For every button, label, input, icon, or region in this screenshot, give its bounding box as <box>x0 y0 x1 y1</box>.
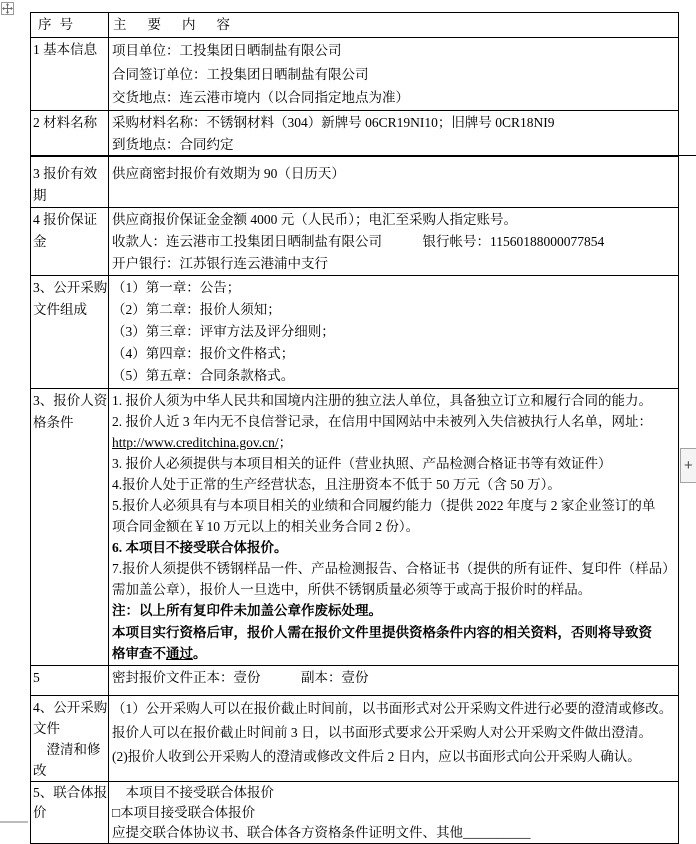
text-segment: 密封报价文件正本：壹份 副本：壹份 <box>112 669 369 685</box>
row-label-material-name <box>31 110 109 156</box>
table-move-handle-icon[interactable] <box>1 2 14 15</box>
text-segment: (2)报价人收到公开采购人的澄清或修改文件后 2 日内，应以书面形式向公开采购人确认。 <box>112 748 641 764</box>
row-label-procurement-doc-composition <box>31 275 109 388</box>
row-label-bidder-qualification-conditions <box>31 388 109 665</box>
label-line: 金 <box>33 233 47 249</box>
header-main-content: 主要内容 <box>109 13 679 38</box>
label-line: 4 报价保证 <box>33 211 98 227</box>
table-row-consortium-bid <box>31 781 679 843</box>
table-body <box>31 13 679 844</box>
content-line <box>112 163 678 185</box>
text-segment: 报价人可以在报价截止时间前 3 日，以书面形式要求公开采购人对公开采购文件做出澄清。 <box>112 724 652 740</box>
content-line <box>112 474 678 495</box>
label-line: 4、公开采购 <box>33 699 108 715</box>
content-line <box>112 365 678 387</box>
row-label-consortium-bid <box>31 781 109 843</box>
text-segment: ； <box>278 434 293 450</box>
label-line: 1 基本信息 <box>33 42 98 57</box>
row-label-quote-validity-period <box>31 156 109 207</box>
row-content-consortium-bid <box>109 781 679 843</box>
plus-button[interactable] <box>680 448 696 483</box>
table-row-procurement-doc-composition <box>31 275 679 388</box>
text-segment: 供应商报价保证金金额 4000 元（人民币）；电汇至采购人指定账号。 <box>112 211 517 227</box>
text-segment: （4）第四章：报价文件格式； <box>112 345 295 361</box>
text-segment: 收款人：连云港市工投集团日晒制盐有限公司 银行帐号：11560188000077854 <box>112 233 605 249</box>
four-way-arrow-icon <box>2 3 13 14</box>
content-line <box>112 86 678 110</box>
text-segment: 1. 报价人须为中华人民共和国境内注册的独立法人单位，具备独立订立和履行合同的能力。 <box>112 392 652 408</box>
table-row-material-name <box>31 110 679 156</box>
content-line <box>112 63 678 87</box>
text-segment: 应提交联合体协议书、联合体各方资格条件证明文件、其他__________ <box>112 824 531 840</box>
text-segment: 格审查不 <box>112 645 166 661</box>
text-segment: 本项目不接受联合体报价 <box>112 784 274 800</box>
text-segment: □本项目接受联合体报价 <box>112 804 256 820</box>
text-segment: 采购材料名称：不锈钢材料（304）新牌号 06CR19NI10；旧牌号 0CR18NI9 <box>112 114 555 130</box>
procurement-requirements-table <box>30 12 679 844</box>
text-segment: 到货地点：合同约定 <box>112 136 234 152</box>
content-line <box>112 516 678 537</box>
row-label-quote-deposit <box>31 207 109 275</box>
text-segment: 通过 <box>166 645 193 661</box>
table-row-quote-validity-period <box>31 156 679 207</box>
table-row-quote-deposit <box>31 207 679 275</box>
label-line: 2 材料名称 <box>33 114 98 130</box>
text-segment: 项目单位：工投集团日晒制盐有限公司 <box>112 43 342 58</box>
table-row-doc-clarification-amendment <box>31 695 679 781</box>
content-line <box>112 803 678 823</box>
content-line <box>112 343 678 365</box>
text-segment: 项合同金额在￥10 万元以上的相关业务合同 2 份）。 <box>112 519 420 535</box>
text-segment: 供应商密封报价有效期为 90（日历天） <box>112 165 345 181</box>
content-line <box>112 253 678 275</box>
row-content-procurement-doc-composition <box>109 275 679 388</box>
table-row-basic-info <box>31 38 679 111</box>
content-line <box>112 453 678 474</box>
row-label-doc-clarification-amendment <box>31 695 109 781</box>
content-line <box>112 622 678 643</box>
row-content-doc-clarification-amendment <box>109 695 679 781</box>
table-row-bidder-qualification-conditions <box>31 388 679 665</box>
text-segment: 合同签订单位：工投集团日晒制盐有限公司 <box>112 66 369 82</box>
content-line <box>112 783 678 803</box>
url-link[interactable]: http://www.creditchina.gov.cn/ <box>112 434 279 450</box>
text-segment: 交货地点：连云港市境内（以合同指定地点为准） <box>112 90 409 105</box>
text-segment: （1）第一章：公告； <box>112 279 241 295</box>
content-line <box>112 231 678 253</box>
row-content-basic-info <box>109 38 679 111</box>
content-line <box>112 299 678 321</box>
label-line: 3 报价有效 <box>33 165 98 181</box>
text-segment: （3）第三章：评审方法及评分细则； <box>112 323 335 339</box>
bottom-left-artifact-line <box>0 821 28 823</box>
content-line <box>112 39 678 63</box>
label-line: 5、联合体报 <box>33 784 108 800</box>
content-line <box>112 134 678 156</box>
text-segment: 需加盖公章），报价人一旦选中，所供不锈钢质量必须等于或高于报价时的样品。 <box>112 582 592 598</box>
row-content-quote-deposit <box>109 207 679 275</box>
row-content-sealed-quote-copies <box>109 665 679 695</box>
row-content-material-name <box>109 110 679 156</box>
table-header-row <box>31 13 679 38</box>
content-line <box>112 643 678 664</box>
content-line <box>112 537 678 558</box>
content-line <box>112 721 678 745</box>
text-segment: 2. 报价人近 3 年内无不良信誉记录，在信用中国网站中未被列入失信被执行人名单，网址： <box>112 413 652 429</box>
content-line <box>112 495 678 516</box>
content-line <box>112 390 678 411</box>
content-line <box>112 432 678 453</box>
row-content-quote-validity-period <box>109 156 679 207</box>
label-line: 改 <box>33 762 47 778</box>
text-segment: （2）第二章：报价人须知； <box>112 301 281 317</box>
text-segment: 注：以上所有复印件未加盖公章作废标处理。 <box>112 603 382 619</box>
text-segment: 本项目实行资格后审，报价人需在报价文件里提供资格条件内容的相关资料，否则将导致资 <box>112 624 652 640</box>
content-line <box>112 600 678 621</box>
label-line: 文件 <box>33 720 60 736</box>
content-line <box>112 411 678 432</box>
text-segment: 3. 报价人必须提供与本项目相关的证件（营业执照、产品检测合格证书等有效证件） <box>112 455 612 471</box>
content-line <box>112 579 678 600</box>
label-line: 3、公开采购 <box>33 279 108 295</box>
row-content-bidder-qualification-conditions <box>109 388 679 665</box>
text-segment: （1）公开采购人可以在报价截止时间前，以书面形式对公开采购文件进行必要的澄清或修改。 <box>112 700 673 716</box>
text-segment: 7.报价人须提供不锈钢样品一件、产品检测报告、合格证书（提供的所有证件、复印件（样品） <box>112 561 676 577</box>
content-line <box>112 667 678 689</box>
plus-icon: + <box>684 457 693 474</box>
content-line <box>112 823 678 843</box>
text-segment: 4.报价人处于正常的生产经营状态，且注册资本不低于 50 万元（含 50 万）。 <box>112 476 561 492</box>
text-segment: 5.报价人必须具有与本项目相关的业绩和合同履约能力（提供 2022 年度与 2 家企业签订的单 <box>112 497 656 513</box>
label-line: 3、报价人资 <box>33 392 108 408</box>
text-segment: 。 <box>193 645 207 661</box>
row-border-artifact-line <box>30 155 696 156</box>
label-line: 期 <box>33 187 47 203</box>
content-line <box>112 209 678 231</box>
content-line <box>112 745 678 769</box>
content-line <box>112 697 678 721</box>
row-label-basic-info <box>31 38 109 111</box>
text-segment: 开户银行：江苏银行连云港浦中支行 <box>112 255 328 271</box>
content-line <box>112 277 678 299</box>
table-row-sealed-quote-copies <box>31 665 679 695</box>
header-serial-number: 序号 <box>31 13 109 38</box>
content-line <box>112 558 678 579</box>
row-label-sealed-quote-copies <box>31 665 109 695</box>
label-line: 文件组成 <box>33 301 87 317</box>
label-line: 5 <box>33 669 40 685</box>
text-segment: （5）第五章：合同条款格式。 <box>112 367 295 383</box>
label-line: 澄清和修 <box>33 741 101 757</box>
label-line: 格条件 <box>33 414 74 430</box>
label-line: 价 <box>33 804 47 820</box>
content-line <box>112 321 678 343</box>
content-line <box>112 112 678 134</box>
text-segment: 6. 本项目不接受联合体报价。 <box>112 540 288 556</box>
